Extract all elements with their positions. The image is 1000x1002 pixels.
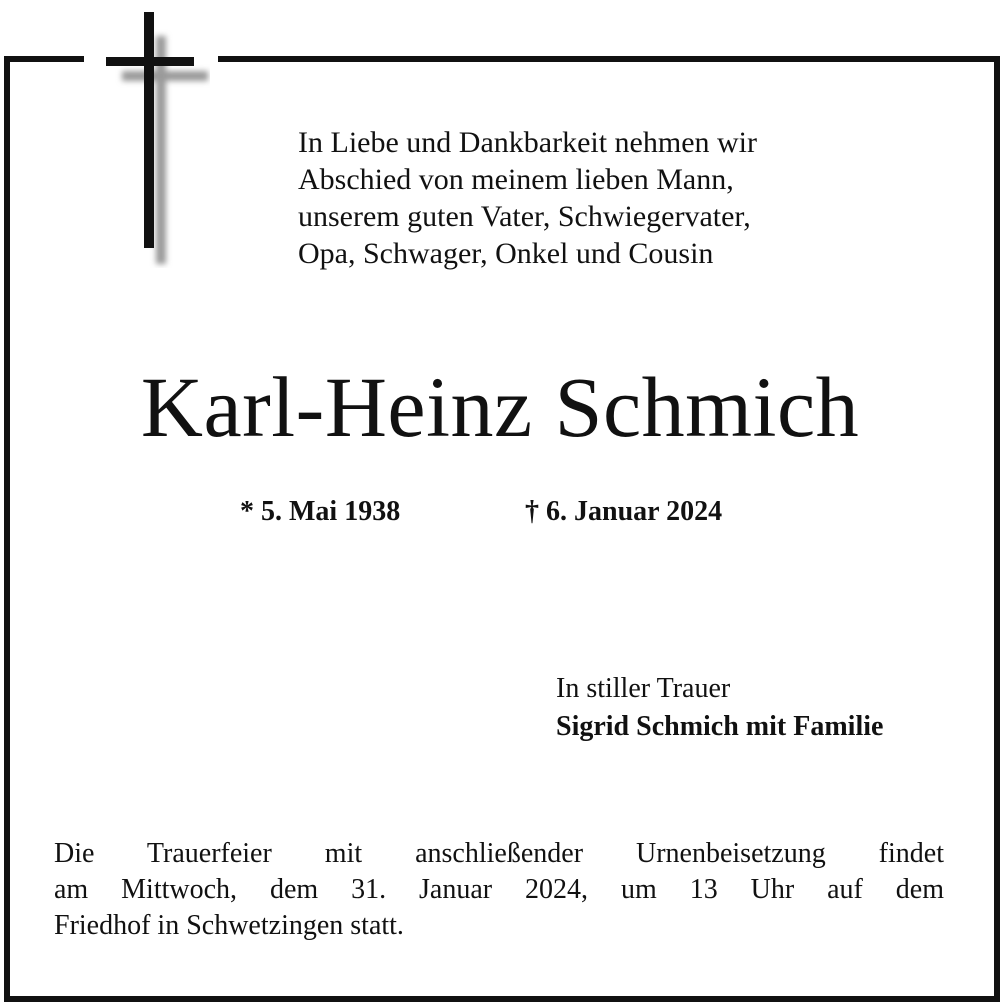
intro-text [298,124,938,272]
cross-icon [100,8,210,268]
intro-line: unserem guten Vater, Schwiegervater, [298,200,751,233]
deceased-name: Karl-Heinz Schmich [140,359,860,455]
funeral-line: Die Trauerfeier mit anschließender Urnenbeisetzung findet [54,838,944,869]
intro-line: Abschied von meinem lieben Mann, [298,163,734,196]
intro-line: In Liebe und Dankbarkeit nehmen wir [298,126,758,159]
funeral-line: Friedhof in Schwetzingen statt. [54,910,404,941]
cross-shadow [122,36,208,264]
intro-line: Opa, Schwager, Onkel und Cousin [298,237,714,270]
death-date: † 6. Januar 2024 [525,496,723,527]
funeral-details [54,836,944,944]
funeral-line: am Mittwoch, dem 31. Januar 2024, um 13 Uhr auf dem [54,874,944,905]
signoff-family: Sigrid Schmich mit Familie [556,711,884,742]
birth-date: * 5. Mai 1938 [240,496,401,527]
signoff [556,670,883,746]
signoff-phrase: In stiller Trauer [556,673,731,704]
cross-shape [106,12,194,248]
